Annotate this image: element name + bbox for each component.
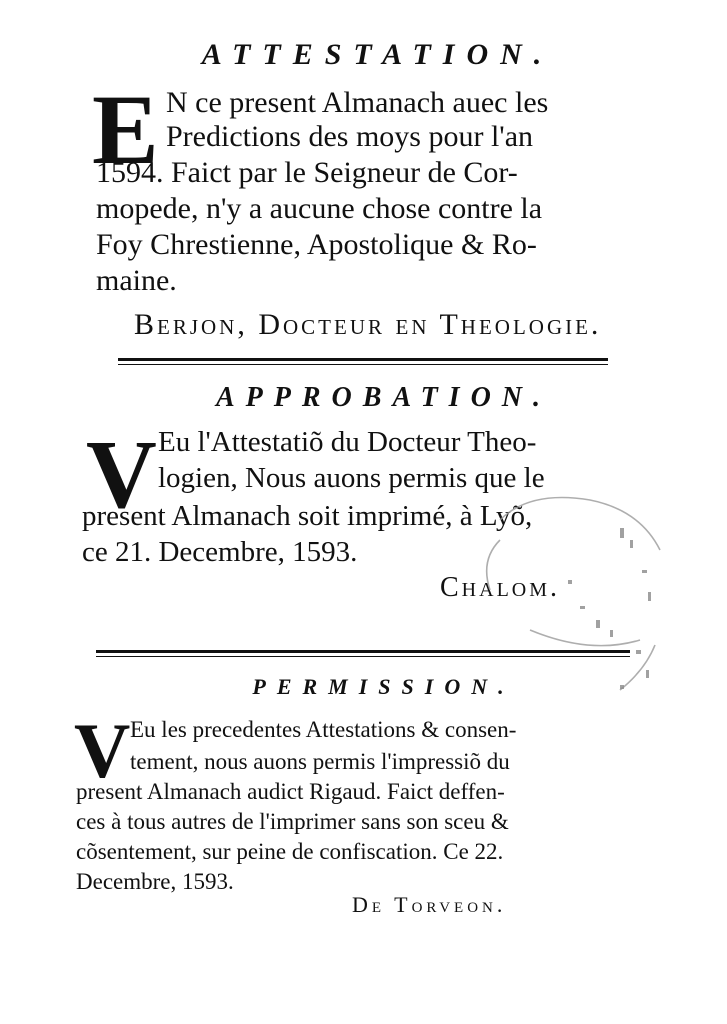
section-divider-1-thin xyxy=(118,364,608,365)
permission-dropcap: V xyxy=(74,707,131,794)
section-divider-2-thin xyxy=(96,656,630,657)
attestation-line-5: Foy Chrestienne, Apostolique & Ro- xyxy=(96,228,537,261)
approbation-line-4: ce 21. Decembre, 1593. xyxy=(82,536,358,568)
attestation-line-4: mopede, n'y a aucune chose contre la xyxy=(96,192,543,225)
permission-line-1: Eu les precedentes Attestations & consen- xyxy=(130,717,517,742)
attestation-line-3: 1594. Faict par le Seigneur de Cor- xyxy=(96,156,518,189)
approbation-dropcap: V xyxy=(86,421,157,529)
permission-heading: PERMISSION. xyxy=(252,674,515,699)
permission-line-5: cõsentement, sur peine de confiscation. Ce 22. xyxy=(76,839,504,864)
section-divider-1 xyxy=(118,358,608,361)
attestation-line-6: maine. xyxy=(96,264,177,297)
approbation-heading: APPROBATION. xyxy=(215,382,552,413)
attestation-heading: ATTESTATION. xyxy=(201,38,554,71)
permission-line-2: tement, nous auons permis l'impressiõ du xyxy=(130,749,510,774)
section-divider-2 xyxy=(96,650,630,653)
approbation-line-1: Eu l'Attestatiõ du Docteur Theo- xyxy=(158,426,537,458)
approbation-line-2: logien, Nous auons permis que le xyxy=(158,462,545,494)
approbation-line-3: present Almanach soit imprimé, à Lyõ, xyxy=(82,500,533,532)
permission-line-3: present Almanach audict Rigaud. Faict deffen- xyxy=(76,779,505,804)
attestation-dropcap: E xyxy=(92,74,159,185)
attestation-signature: Berjon, Docteur en Theologie. xyxy=(134,308,602,341)
approbation-signature: Chalom. xyxy=(440,572,561,603)
permission-line-4: ces à tous autres de l'imprimer sans son sceu & xyxy=(76,809,509,834)
permission-signature: De Torveon. xyxy=(352,892,507,917)
attestation-line-1: N ce present Almanach auec les xyxy=(166,86,549,119)
attestation-line-2: Predictions des moys pour l'an xyxy=(166,120,534,153)
permission-line-6: Decembre, 1593. xyxy=(76,869,234,894)
